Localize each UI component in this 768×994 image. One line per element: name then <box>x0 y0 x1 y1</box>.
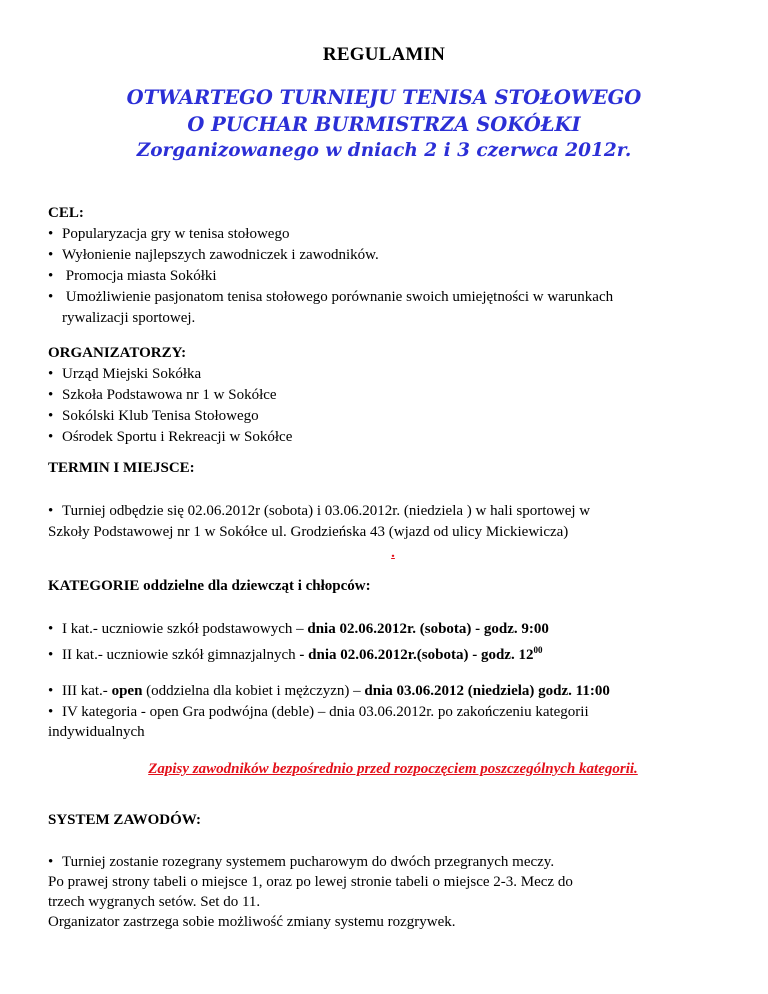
list-item: • Wyłonienie najlepszych zawodniczek i zawodników. <box>48 247 379 263</box>
list-item: • Sokólski Klub Tenisa Stołowego <box>48 408 259 424</box>
termin-line-2: Szkoły Podstawowej nr 1 w Sokółce ul. Grodzieńska 43 (wjazd od ulicy Mickiewicza) <box>48 524 569 540</box>
subtitle-line-1: OTWARTEGO TURNIEJU TENISA STOŁOWEGO <box>126 86 642 109</box>
system-line-4: Organizator zastrzega sobie możliwość zmiany systemu rozgrywek. <box>48 914 456 930</box>
red-mark: . <box>391 545 395 561</box>
termin-line-1: • Turniej odbędzie się 02.06.2012r (sobota) i 03.06.2012r. (niedziela ) w hali sportowej w <box>48 503 591 519</box>
list-item: • Umożliwienie pasjonatom tenisa stołowego porównanie swoich umiejętności w warunkach <box>48 289 614 305</box>
kategoria-3: • III kat.- open (oddzielna dla kobiet i mężczyzn) – dnia 03.06.2012 (niedziela) godz. 11:00 <box>48 683 610 699</box>
system-line-2: Po prawej strony tabeli o miejsce 1, oraz po lewej stronie tabeli o miejsce 2-3. Mecz do <box>48 874 573 890</box>
system-heading: SYSTEM ZAWODÓW: <box>48 812 201 828</box>
kategorie-heading: KATEGORIE oddzielne dla dziewcząt i chłopców: <box>48 578 371 594</box>
kategoria-4: • IV kategoria - open Gra podwójna (deble) – dnia 03.06.2012r. po zakończeniu kategorii <box>48 704 589 720</box>
subtitle-line-2: O PUCHAR BURMISTRZA SOKÓŁKI <box>187 113 581 136</box>
list-item: • Urząd Miejski Sokółka <box>48 366 202 382</box>
kategoria-4-continuation: indywidualnych <box>48 724 145 740</box>
section-cel <box>48 203 738 329</box>
subtitle-line-3: Zorganizowanego w dniach 2 i 3 czerwca 2012r. <box>136 140 632 161</box>
section-organizatorzy <box>48 343 738 448</box>
termin-heading: TERMIN I MIEJSCE: <box>48 460 195 476</box>
cel-heading: CEL: <box>48 205 84 221</box>
system-line-1: • Turniej zostanie rozegrany systemem pucharowym do dwóch przegranych meczy. <box>48 854 555 870</box>
list-item: • Ośrodek Sportu i Rekreacji w Sokółce <box>48 429 293 445</box>
list-item: • Szkoła Podstawowa nr 1 w Sokółce <box>48 387 277 403</box>
list-item: • Popularyzacja gry w tenisa stołowego <box>48 226 290 242</box>
system-line-3: trzech wygranych setów. Set do 11. <box>48 894 261 910</box>
kategoria-2: • II kat.- uczniowie szkół gimnazjalnych - dnia 02.06.2012r.(sobota) - godz. $12^{00}$ <box>48 645 543 663</box>
zapisy-note: Zapisy zawodników bezpośrednio przed rozpoczęciem poszczególnych kategorii. <box>148 761 638 777</box>
organizatorzy-heading: ORGANIZATORZY: <box>48 345 187 361</box>
kategoria-1: • I kat.- uczniowie szkół podstawowych – dnia 02.06.2012r. (sobota) - godz. 9:00 <box>48 621 549 637</box>
document-title: REGULAMIN <box>322 44 446 65</box>
list-item: • Promocja miasta Sokółki <box>48 268 217 284</box>
list-item-continuation: rywalizacji sportowej. <box>62 310 196 326</box>
